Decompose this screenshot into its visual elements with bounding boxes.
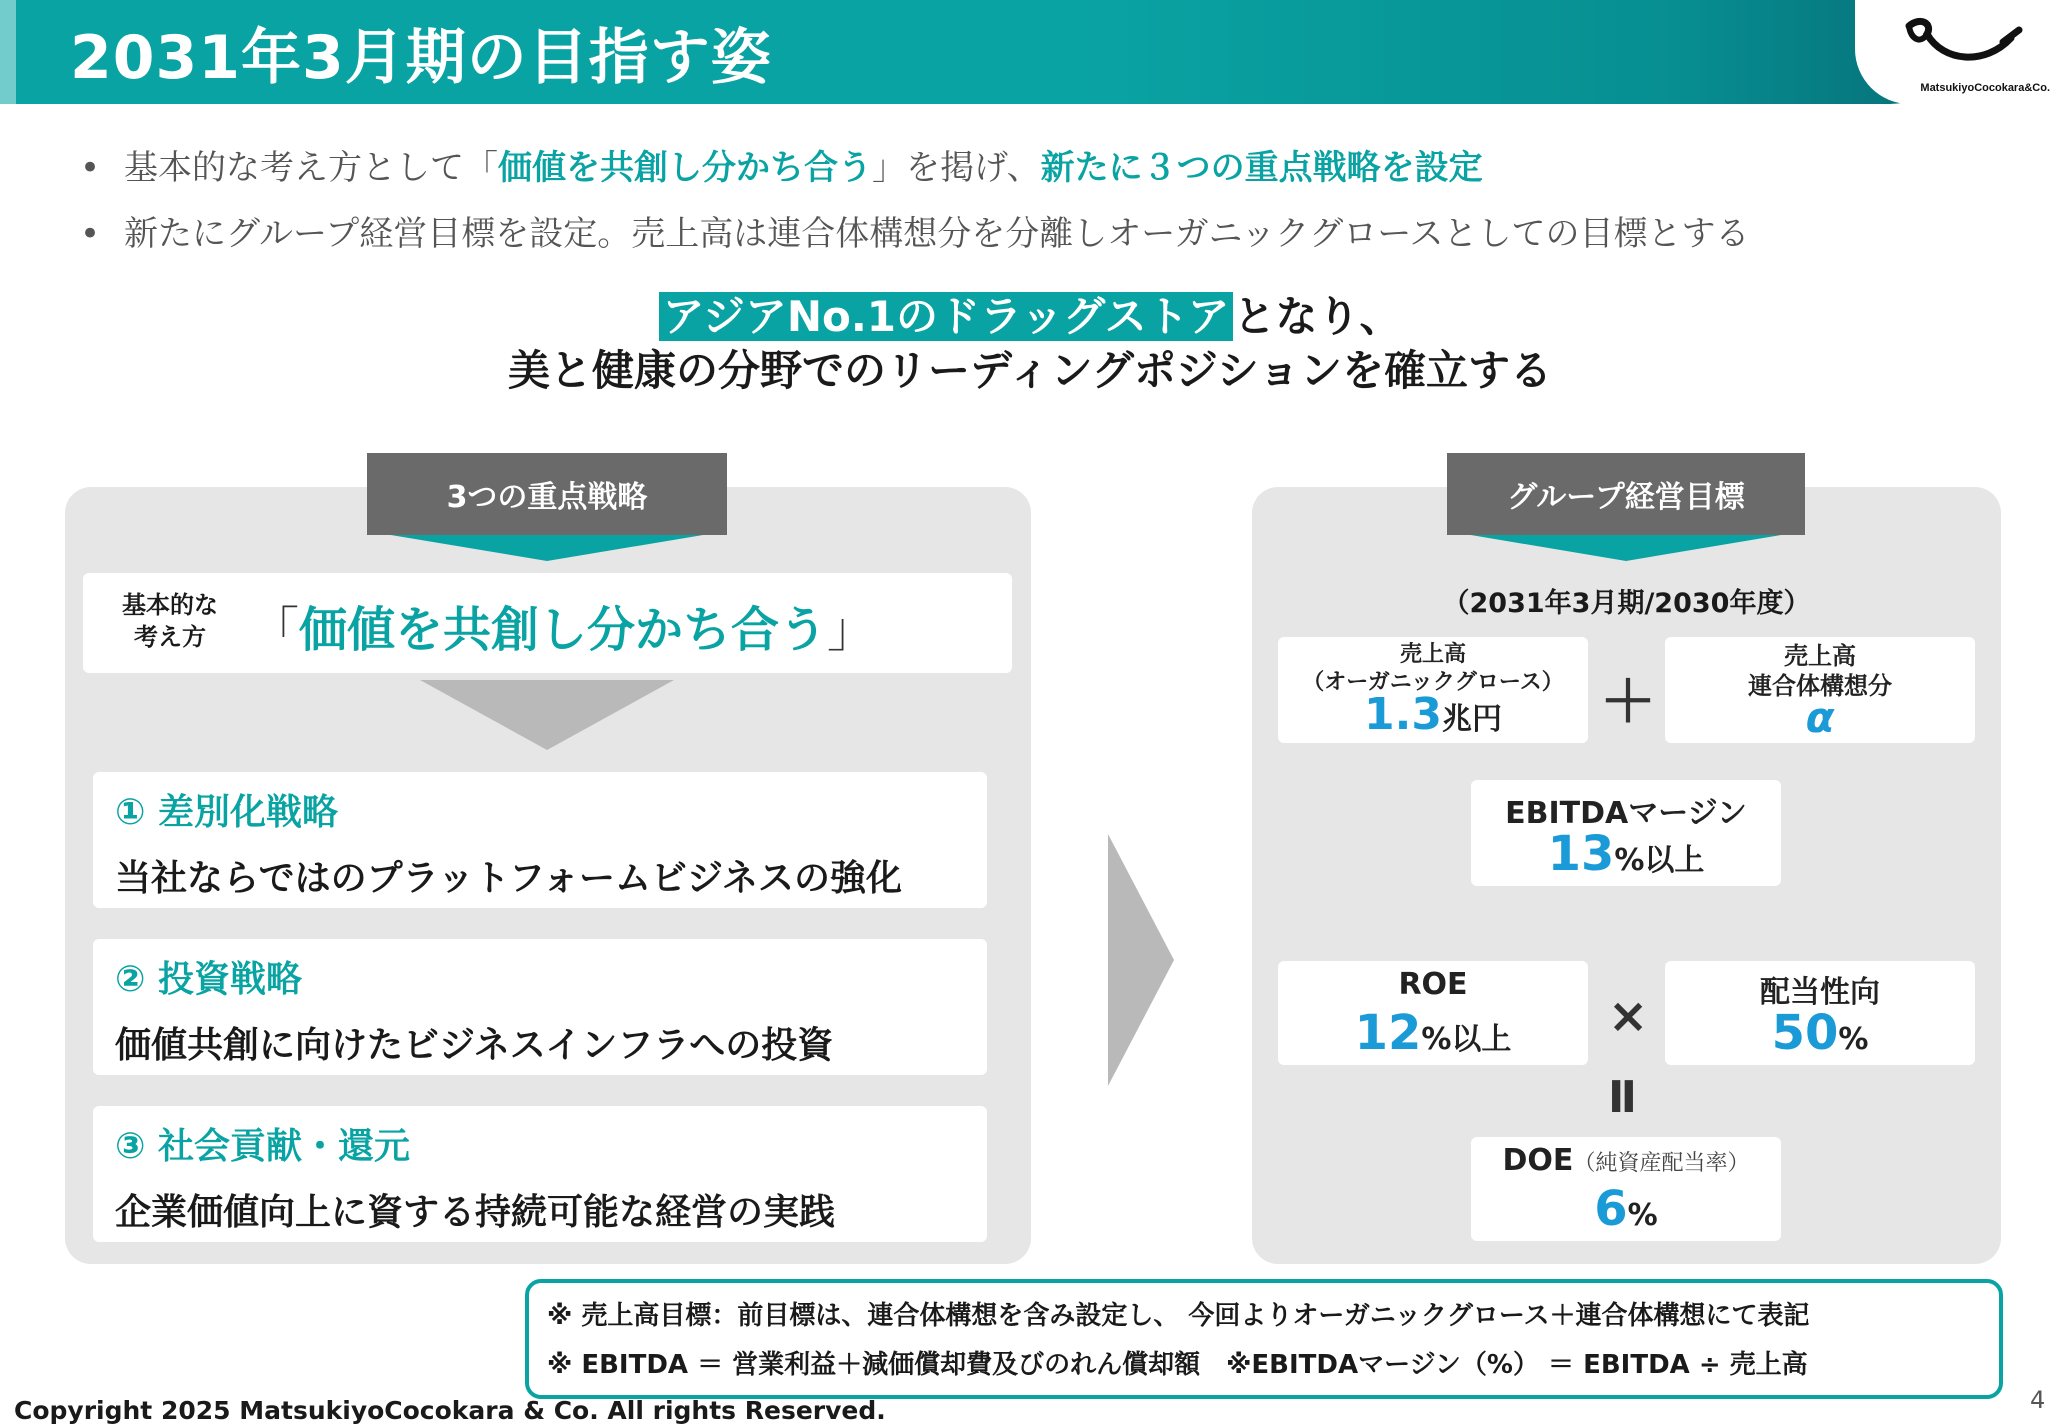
sales-unit: 兆円: [1441, 702, 1502, 737]
roe-value: [1278, 1005, 1588, 1061]
doe-card: [1471, 1137, 1781, 1241]
bullet-2-text: 新たにグループ経営目標を設定。売上高は連合体構想分を分離しオーガニックグロースとしての目標とする: [124, 214, 1750, 254]
sales-organic-card: [1278, 637, 1588, 743]
basic-philosophy-value: [251, 591, 875, 660]
bullet-2: [80, 206, 1750, 255]
vision-highlight: アジアNo.1のドラッグストア: [659, 292, 1234, 341]
equals-operator: Ⅱ: [1608, 1072, 1637, 1123]
doe-label: [1471, 1143, 1781, 1178]
copyright-text: Copyright 2025 MatsukiyoCocokara & Co. All rights Reserved.: [14, 1396, 886, 1425]
ebitda-unit: %以上: [1614, 843, 1705, 878]
payout-label: 配当性向: [1760, 975, 1880, 1010]
alliance-label: [1665, 641, 1975, 701]
ebitda-label: EBITDAマージン: [1505, 796, 1747, 831]
roe-label: ROE: [1398, 967, 1468, 1002]
page-title: 2031年3月期の目指す姿: [70, 23, 772, 93]
alliance-label-line2: 連合体構想分: [1748, 672, 1892, 700]
basic-philosophy-card: [83, 573, 1012, 673]
bullet-1-text-a: 基本的な考え方として「: [124, 148, 498, 188]
doe-value: [1471, 1181, 1781, 1237]
ebitda-card: [1471, 780, 1781, 886]
company-logo: [1855, 0, 2060, 104]
doe-sublabel: （純資産配当率）: [1573, 1151, 1750, 1176]
strategy-2-desc: 価値共創に向けたビジネスインフラへの投資: [115, 1025, 834, 1066]
bullet-1: [80, 140, 1483, 189]
goals-tab-label: グループ経営目標: [1447, 453, 1805, 535]
doe-unit: %: [1627, 1198, 1658, 1233]
strategy-card-3: [93, 1106, 987, 1242]
notes-box: [525, 1279, 2003, 1399]
ebitda-value: [1471, 826, 1781, 882]
strategy-tab: [367, 453, 727, 557]
plus-operator: ＋: [1600, 670, 1656, 735]
vision-line1-rest: となり、: [1233, 292, 1402, 341]
goals-tab: [1447, 453, 1805, 557]
bullet-dot: •: [80, 214, 101, 254]
strategy-1-desc: 当社ならではのプラットフォームビジネスの強化: [115, 858, 902, 899]
down-arrow-icon: [420, 680, 674, 750]
roe-unit: %以上: [1421, 1022, 1512, 1057]
payout-value: [1665, 1005, 1975, 1061]
note-line-1: ※ 売上高目標：前目標は、連合体構想を含み設定し、 今回よりオーガニックグロース＋連合体構想にて表記: [547, 1301, 1810, 1331]
strategy-3-title: ③ 社会貢献・還元: [115, 1126, 411, 1167]
quote-open: 「: [251, 602, 300, 658]
doe-number: 6: [1594, 1181, 1628, 1237]
logo-brand-text: MatsukiyoCocokara&Co.: [1920, 82, 2050, 94]
strategy-card-1: [93, 772, 987, 908]
basic-philosophy-label: [115, 589, 225, 653]
ebitda-number: 13: [1547, 826, 1615, 882]
sales-value: [1278, 689, 1588, 740]
bullet-1-highlight-1: 価値を共創し分かち合う: [498, 148, 872, 188]
basic-label-line1: 基本的な: [122, 591, 218, 619]
header-bar: [0, 0, 2060, 104]
sales-label-line1: 売上高: [1399, 642, 1466, 667]
payout-unit: %: [1838, 1022, 1869, 1057]
sales-label-line2: （オーガニックグロース）: [1302, 670, 1564, 695]
bullet-dot: •: [80, 148, 101, 188]
header-accent-stripe: [0, 0, 16, 104]
alliance-label-line1: 売上高: [1784, 642, 1856, 670]
smile-logo-icon: [1903, 16, 2023, 78]
strategy-tab-label: 3つの重点戦略: [367, 453, 727, 535]
vision-statement: [0, 290, 2060, 398]
right-arrow-icon: [1108, 834, 1174, 1086]
strategy-1-title: ① 差別化戦略: [115, 792, 339, 833]
alliance-value: α: [1805, 693, 1835, 742]
basic-value-text: 価値を共創し分かち合う: [299, 602, 828, 658]
strategy-3-desc: 企業価値向上に資する持続可能な経営の実践: [115, 1192, 836, 1233]
times-operator: ×: [1608, 988, 1649, 1044]
sales-number: 1.3: [1364, 689, 1442, 740]
roe-number: 12: [1354, 1005, 1422, 1061]
goals-period: （2031年3月期/2030年度）: [1442, 588, 1811, 619]
note-line-2: ※ EBITDA ＝ 営業利益＋減価償却費及びのれん償却額 ※EBITDAマージン（%） ＝ EBITDA ÷ 売上高: [547, 1350, 1808, 1380]
strategy-2-title: ② 投資戦略: [115, 959, 303, 1000]
page-number: 4: [2030, 1386, 2046, 1414]
payout-number: 50: [1771, 1005, 1839, 1061]
doe-label-text: DOE: [1502, 1143, 1574, 1178]
payout-card: [1665, 961, 1975, 1065]
basic-label-line2: 考え方: [134, 623, 206, 651]
roe-card: [1278, 961, 1588, 1065]
alliance-card: [1665, 637, 1975, 743]
quote-close: 」: [827, 602, 876, 658]
bullet-1-text-b: 」を掲げ、: [872, 148, 1041, 188]
vision-line2: 美と健康の分野でのリーディングポジションを確立する: [508, 346, 1552, 395]
strategy-card-2: [93, 939, 987, 1075]
bullet-1-highlight-2: 新たに３つの重点戦略を設定: [1040, 148, 1483, 188]
